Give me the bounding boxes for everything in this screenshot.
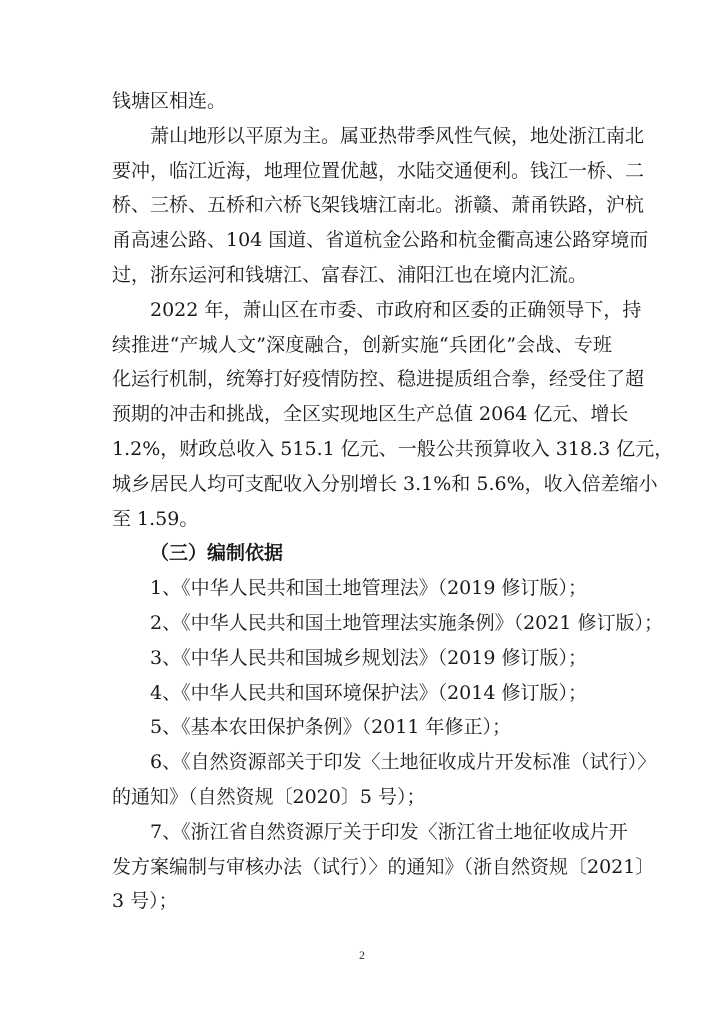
text-line: 过，浙东运河和钱塘江、富春江、浦阳江也在境内汇流。 (112, 263, 588, 286)
text-line: 桥、三桥、五桥和六桥飞架钱塘江南北。浙赣、萧甬铁路，沪杭 (112, 194, 645, 217)
text-line: 城乡居民人均可支配收入分别增长 3.1%和 5.6%，收入倍差缩小 (112, 472, 658, 495)
reference-item-continued: 的通知》（自然资规〔2020〕5 号）； (112, 785, 426, 808)
reference-item: 2、《中华人民共和国土地管理法实施条例》（2021 修订版）； (150, 611, 663, 634)
reference-item: 1、《中华人民共和国土地管理法》（2019 修订版）； (150, 577, 587, 600)
reference-item: 7、《浙江省自然资源厅关于印发〈浙江省土地征收成片开 (150, 820, 628, 843)
section-heading: （三）编制依据 (150, 542, 284, 565)
text-line: 化运行机制，统筹打好疫情防控、稳进提质组合拳，经受住了超 (112, 368, 645, 391)
text-line: 1.2%，财政总收入 515.1 亿元、一般公共预算收入 318.3 亿元， (112, 437, 674, 460)
text-line: 至 1.59。 (112, 507, 199, 530)
text-line: 续推进“产城人文”深度融合，创新实施“兵团化”会战、专班 (112, 333, 612, 356)
text-line: 预期的冲击和挑战，全区实现地区生产总值 2064 亿元、增长 (112, 403, 629, 426)
reference-item: 5、《基本农田保护条例》（2011 年修正）； (150, 716, 511, 739)
reference-item: 4、《中华人民共和国环境保护法》（2014 修订版）； (150, 681, 587, 704)
reference-item-continued: 发方案编制与审核办法（试行）〉的通知》（浙自然资规〔2021〕 (112, 855, 655, 878)
text-line: 萧山地形以平原为主。属亚热带季风性气候，地处浙江南北 (150, 124, 645, 147)
page-number: 2 (359, 948, 365, 962)
reference-item-continued: 3 号）； (112, 890, 178, 913)
document-body (112, 84, 674, 919)
text-line: 甬高速公路、104 国道、省道杭金公路和杭金衢高速公路穿境而 (112, 229, 649, 252)
text-line: 2022 年，萧山区在市委、市政府和区委的正确领导下，持 (150, 298, 642, 321)
reference-item: 6、《自然资源部关于印发〈土地征收成片开发标准（试行）〉 (150, 751, 657, 774)
reference-item: 3、《中华人民共和国城乡规划法》（2019 修订版）； (150, 646, 587, 669)
text-line: 钱塘区相连。 (112, 90, 227, 112)
text-line: 要冲，临江近海，地理位置优越，水陆交通便利。钱江一桥、二 (112, 159, 645, 182)
